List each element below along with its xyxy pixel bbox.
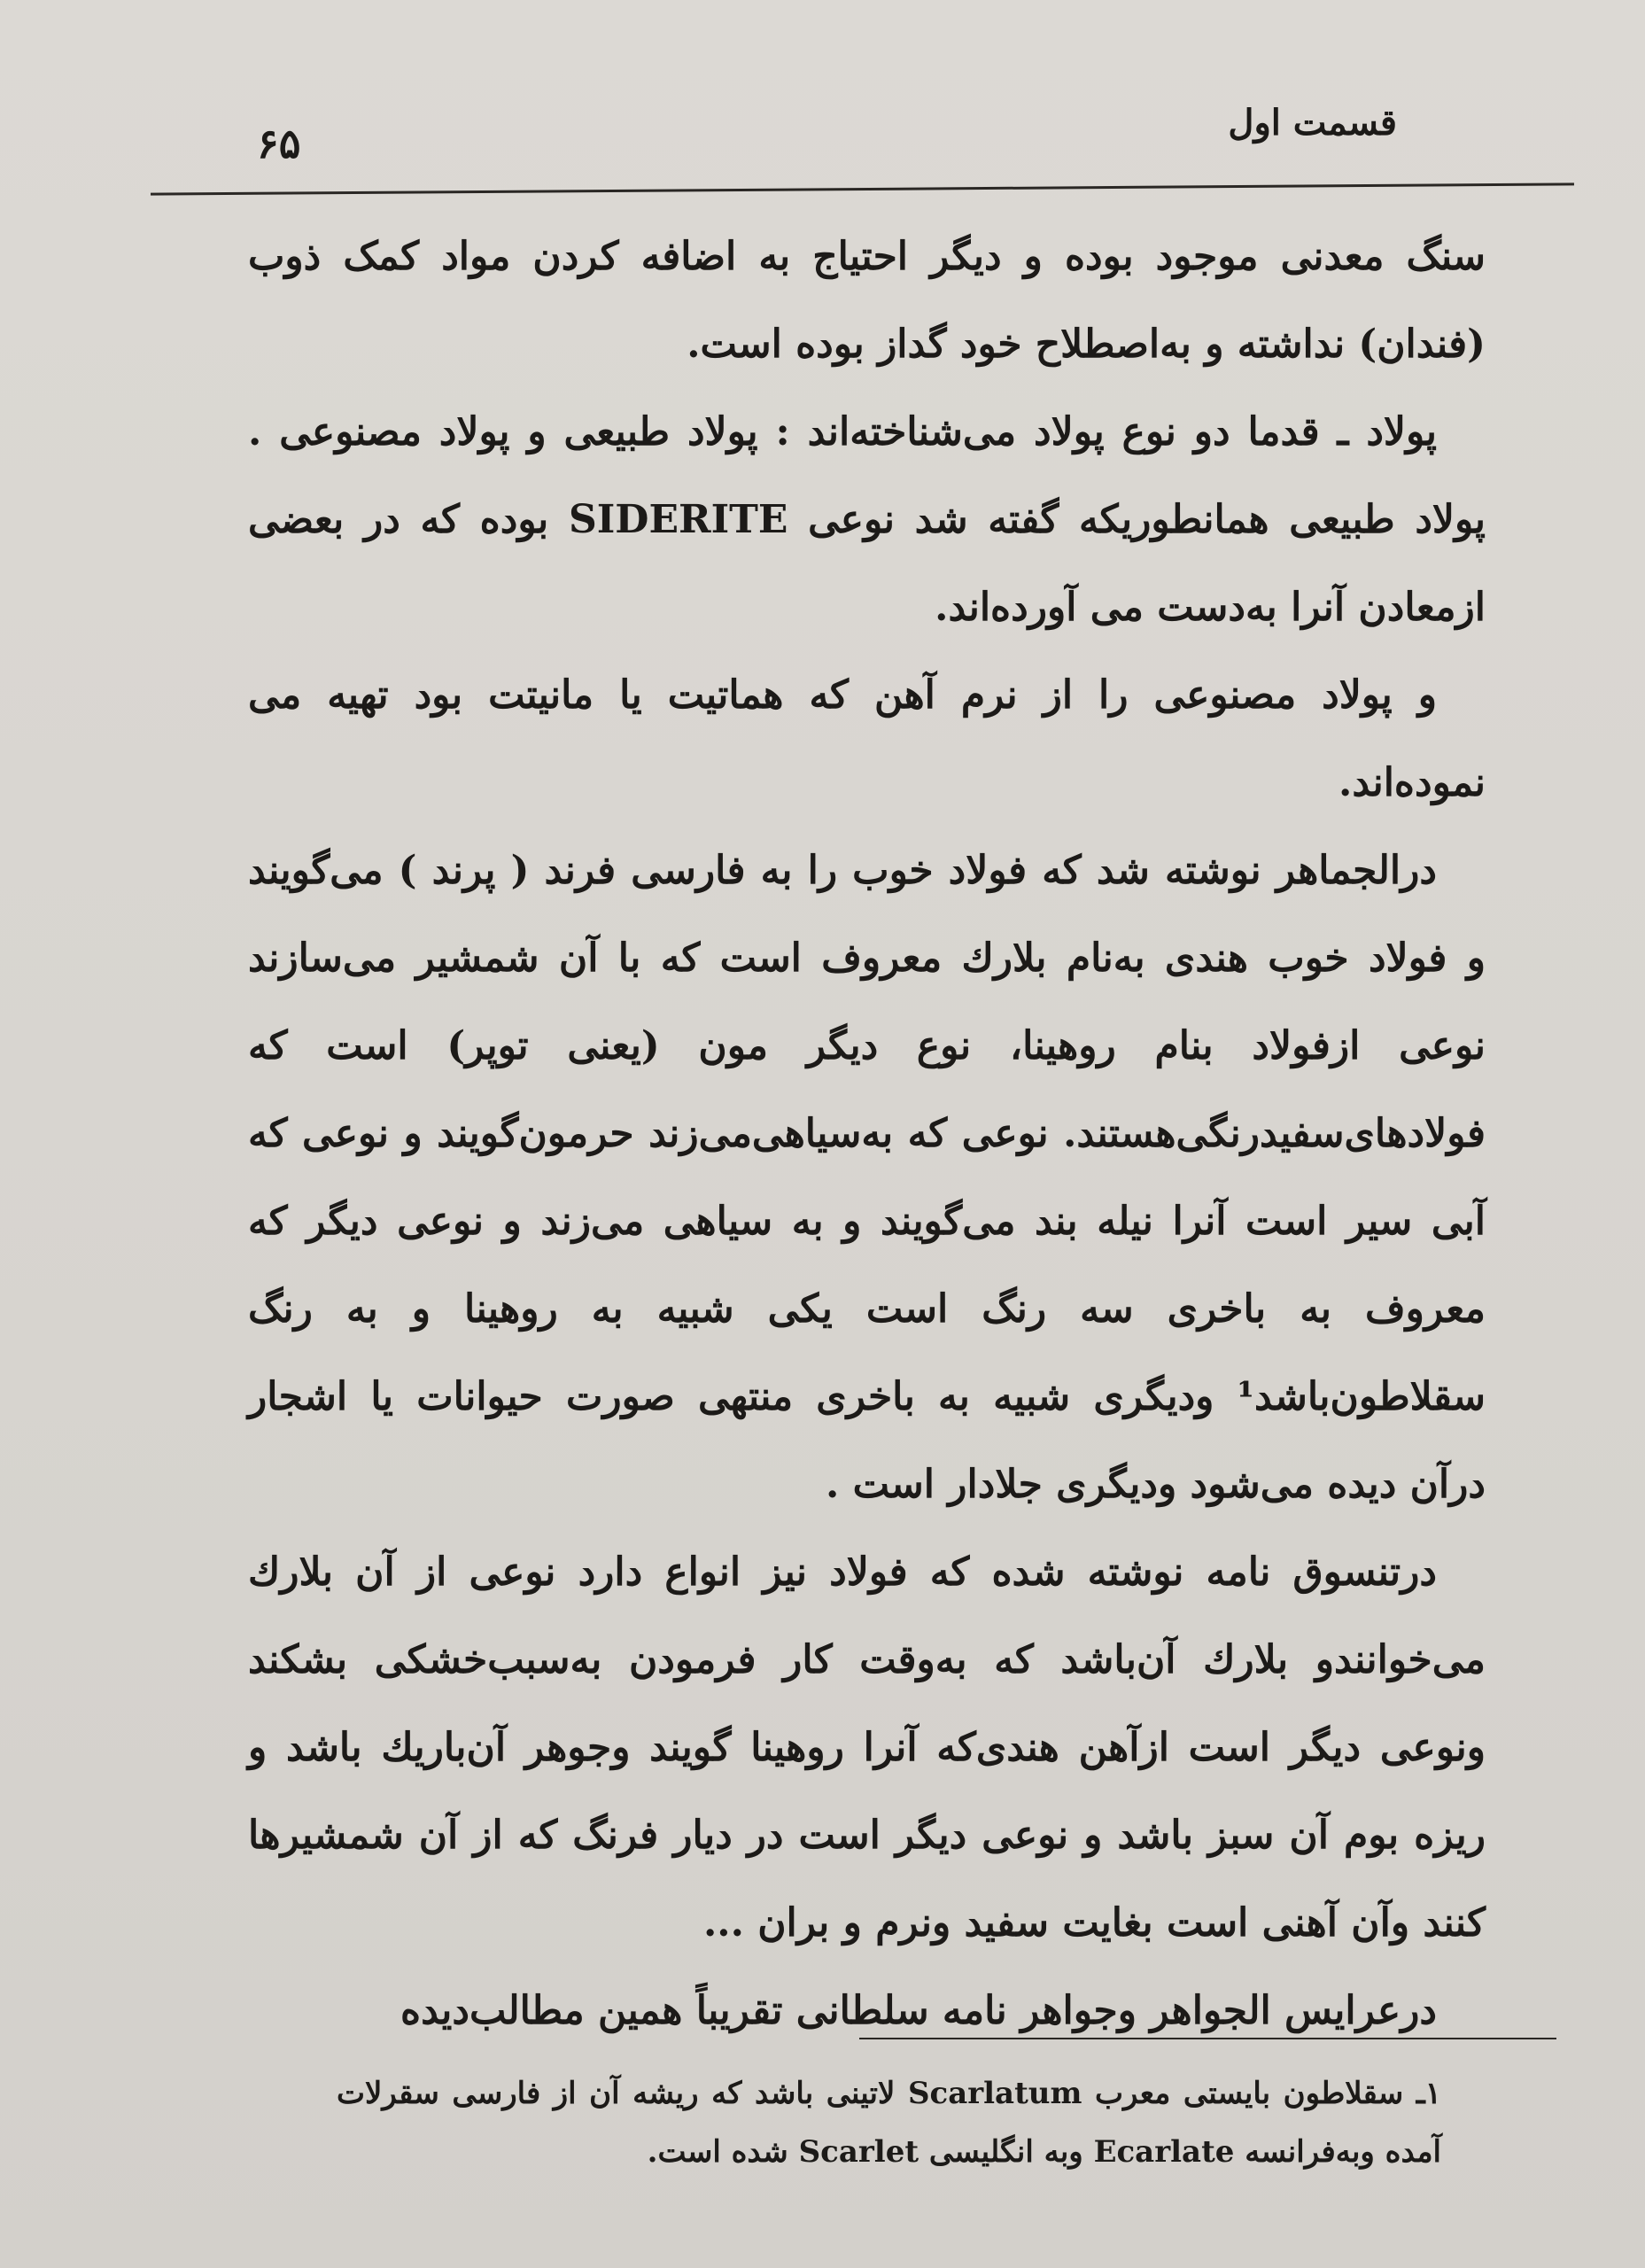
header-rule: [151, 183, 1574, 195]
page-number: ۶۵: [257, 120, 301, 167]
paragraph: و پولاد مصنوعی را از نرم آهن که هماتیت یا مانیتت بود تهیه می نموده‌اند.: [248, 672, 1486, 805]
paragraph: درتنسوق نامه نوشته شده که فولاد نیز انواع دارد نوعی از آن بلارك می‌خوانندو بلارك آن‌باشد که به‌وقت کار فرمودن به‌سبب‌خشکی بشکند ونوعی دیگر است ازآهن هندی‌که آنرا روهینا گویند وجوهر آن‌باریك باشد و ریزه بوم آن سبز باشد و نوعی دیگر است در دیار فرنگ که از آن شمشیرها کنند وآن آهنی است بغایت سفید ونرم و بران ...: [248, 1550, 1486, 1946]
footnotes: [337, 2064, 1441, 2181]
body-text: [248, 213, 1486, 2054]
paragraph: پولاد ـ قدما دو نوع پولاد می‌شناخته‌اند : پولاد طبیعی و پولاد مصنوعی . پولاد طبیعی همانطوریکه گفته شد نوعی SIDERITE بوده که در بعضی ازمعادن آنرا به‌دست می آورده‌اند.: [248, 409, 1486, 630]
footnote: ۱ـ سقلاطون بایستی معرب Scarlatum لاتینی باشد که ریشه آن از فارسی سقرلات آمده وبه‌فرانسه Ecarlate وبه انگلیسی Scarlet شده است.: [337, 2076, 1441, 2170]
paragraph: درالجماهر نوشته شد که فولاد خوب را به فارسی فرند ( پرند ) می‌گویند و فولاد خوب هندی به‌نام بلارك معروف است که با آن شمشیر می‌سازند نوعی ازفولاد بنام روهینا، نوع دیگر مون (یعنی توپر) است که فولادهای‌سفیدرنگی‌هستند. نوعی که به‌سیاهی‌می‌زند حرمون‌گویند و نوعی که آبی سیر است آنرا نیله بند می‌گویند و به سیاهی می‌زند و نوعی دیگر که معروف به باخری سه رنگ است یکی شبیه به روهینا و به رنگ سقلاطون‌باشد¹ ودیگری شبیه به باخری منتهی صورت حیوانات یا اشجار درآن دیده می‌شود ودیگری جلادار است .: [248, 848, 1486, 1507]
footnote-rule: [859, 2038, 1556, 2039]
page-header: [151, 102, 1574, 167]
paragraph: درعرایس الجواهر وجواهر نامه سلطانی تقریباً همین مطالب‌دیده: [400, 1988, 1437, 2033]
paragraph: سنگ معدنی موجود بوده و دیگر احتیاج به اضافه کردن مواد کمک ذوب (فندان) نداشته و به‌اصطلاح خود گداز بوده است.: [248, 234, 1486, 367]
section-title: قسمت اول: [1228, 102, 1397, 144]
